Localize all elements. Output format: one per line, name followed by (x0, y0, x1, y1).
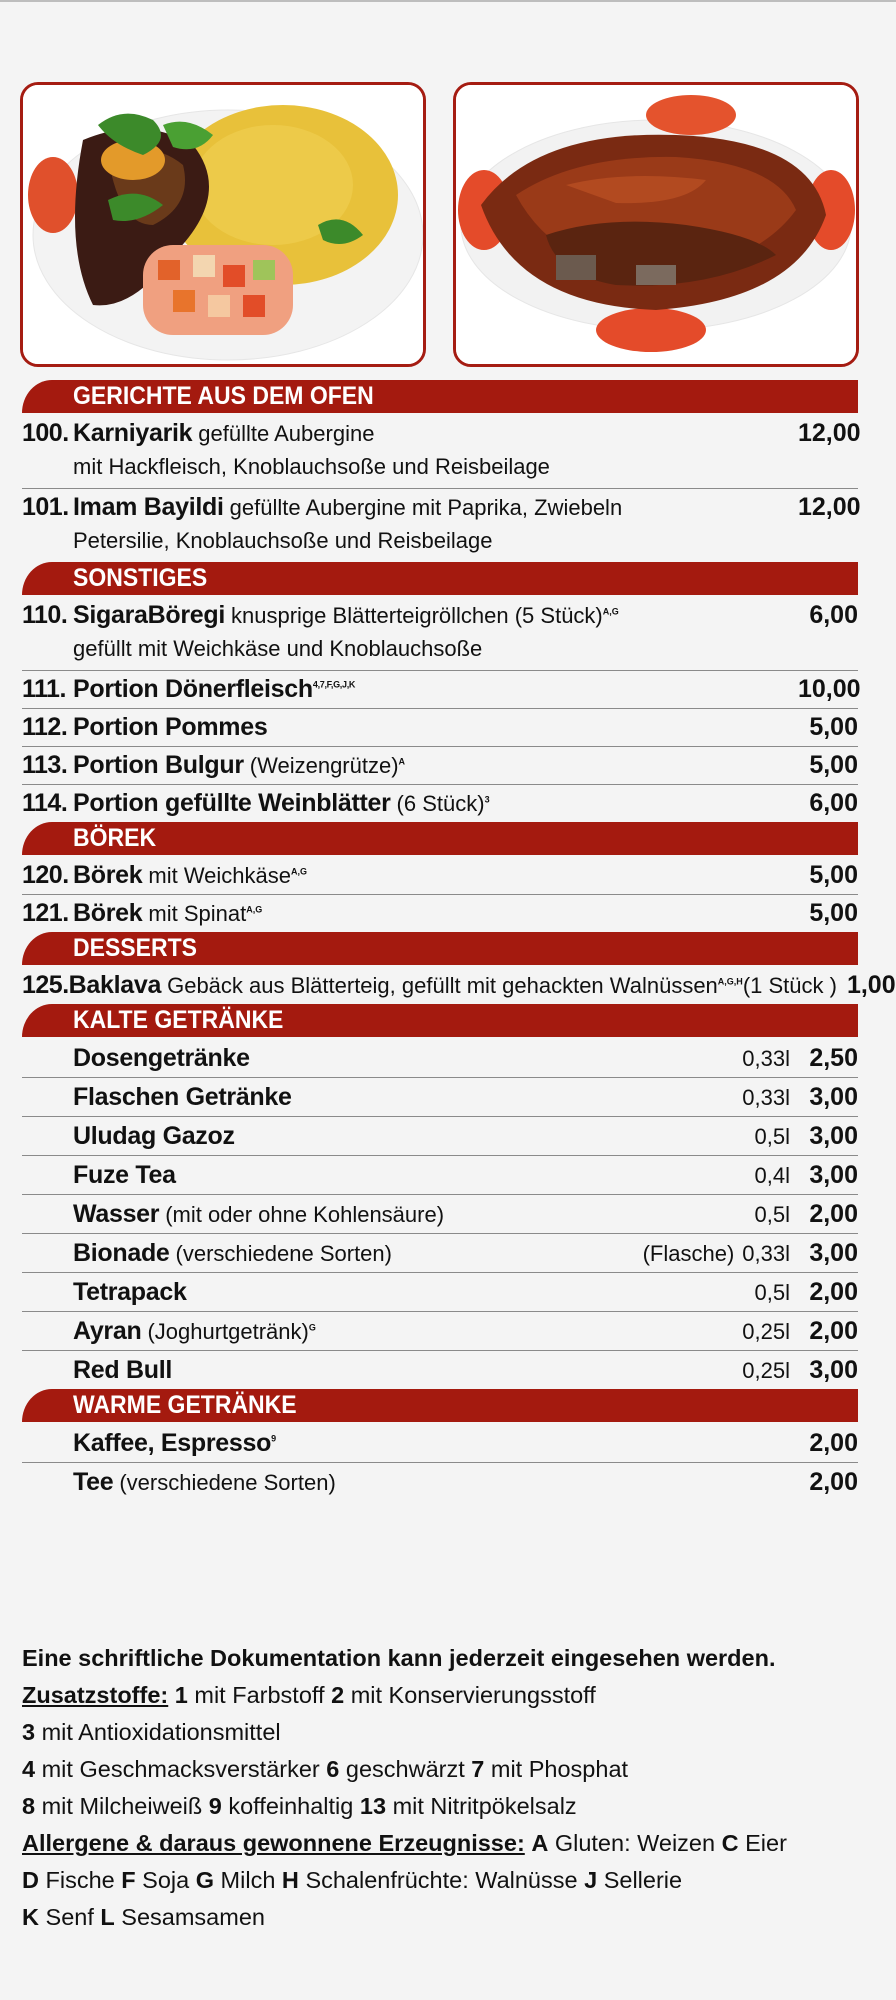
drink-name: Bionade (73, 1239, 170, 1267)
drink-description: (verschiedene Sorten) (119, 1470, 336, 1495)
item-name: Börek (73, 899, 143, 927)
drink-volume: 0,5l (754, 1280, 790, 1305)
item-number: 110. (22, 601, 68, 629)
section-header-warme-getraenke: WARME GETRÄNKE (22, 1389, 858, 1422)
item-name: Portion Dönerfleisch$^{4,7,F,G,J,K}$ (73, 675, 356, 703)
item-price: 1,00 (846, 971, 896, 999)
drink-item (22, 1117, 858, 1156)
drink-price: 2,50 (809, 1044, 858, 1072)
drink-price: 3,00 (809, 1239, 858, 1267)
menu-item-110 (22, 597, 858, 671)
drink-name: Fuze Tea (73, 1161, 176, 1189)
additives-line-4: 8 mit Milcheiweiß 9 koffeinhaltig 13 mit Nitritpökelsalz (22, 1793, 577, 1819)
item-description: mit Weichkäse$^{A,G}$ (148, 863, 308, 888)
allergen-superscript: 3 (484, 794, 490, 805)
allergen-superscript: A,G (602, 606, 619, 617)
drink-volume: 0,25l (742, 1319, 790, 1344)
drink-volume: 0,4l (754, 1163, 790, 1188)
documentation-note: Eine schriftliche Dokumentation kann jederzeit eingesehen werden. (22, 1645, 776, 1671)
menu-item-112 (22, 709, 858, 747)
drink-price: 3,00 (809, 1083, 858, 1111)
item-price: 5,00 (809, 751, 858, 779)
drink-price: 2,00 (809, 1278, 858, 1306)
item-description: (Weizengrütze)$^A$ (249, 753, 406, 778)
photo-row (20, 82, 859, 365)
item-number: 125. (22, 971, 69, 999)
additives-line-2: 3 mit Antioxidationsmittel (22, 1719, 281, 1745)
item-description-line2: Petersilie, Knoblauchsoße und Reisbeilage (73, 528, 493, 553)
karniyarik-plate-photo (20, 82, 426, 367)
drink-name: Red Bull (73, 1356, 172, 1384)
menu-item-114 (22, 785, 858, 822)
drink-volume: 0,33l (742, 1046, 790, 1071)
allergen-superscript: A,G,H (717, 976, 743, 987)
additives-line-1: Zusatzstoffe: 1 mit Farbstoff 2 mit Konservierungsstoff (22, 1682, 596, 1708)
drink-name: Flaschen Getränke (73, 1083, 292, 1111)
item-price: 12,00 (798, 493, 861, 521)
item-description: gefüllte Aubergine (198, 421, 375, 446)
section-header-boerek: BÖREK (22, 822, 858, 855)
menu-item-100 (22, 415, 861, 489)
additives-label: Zusatzstoffe: (22, 1682, 169, 1708)
item-description: knusprige Blätterteigröllchen (5 Stück)$^{A,G}$ (231, 603, 619, 628)
item-price: 5,00 (809, 861, 858, 889)
allergen-superscript: A,G (291, 866, 308, 877)
top-divider (0, 0, 896, 2)
drink-name: Wasser (73, 1200, 160, 1228)
drink-name: Ayran (73, 1317, 142, 1345)
allergen-superscript: A,G (246, 904, 263, 915)
drink-price: 2,00 (809, 1468, 858, 1496)
drink-volume: 0,33l (742, 1241, 790, 1266)
drink-price: 3,00 (809, 1161, 858, 1189)
item-price: 10,00 (798, 675, 861, 703)
item-number: 112. (22, 713, 68, 741)
menu-list (22, 380, 896, 1501)
additive-superscript: 9 (271, 1433, 276, 1444)
item-number: 100. (22, 419, 69, 447)
drink-price: 3,00 (809, 1122, 858, 1150)
menu-item-121 (22, 895, 858, 932)
item-price: 6,00 (809, 789, 858, 817)
allergen-superscript: 4,7,F,G,J,K (312, 679, 356, 690)
section-header-sonstiges: SONSTIGES (22, 562, 858, 595)
item-description: Gebäck aus Blätterteig, gefüllt mit gehackten Walnüssen$^{A,G,H}$ (167, 973, 743, 998)
drink-price: 2,00 (809, 1317, 858, 1345)
menu-item-101 (22, 489, 861, 562)
item-name: Börek (73, 861, 143, 889)
allergens-line-2: D Fische F Soja G Milch H Schalenfrüchte: Walnüsse J Sellerie (22, 1867, 683, 1893)
drink-price: 3,00 (809, 1356, 858, 1384)
drink-name: Dosengetränke (73, 1044, 250, 1072)
section-header-kalte-getraenke: KALTE GETRÄNKE (22, 1004, 858, 1037)
item-description: (6 Stück)$^3$ (396, 791, 490, 816)
drink-item (22, 1234, 858, 1273)
item-description-line2: mit Hackfleisch, Knoblauchsoße und Reisbeilage (73, 454, 550, 479)
drink-description: (verschiedene Sorten) (175, 1241, 392, 1266)
section-header-desserts: DESSERTS (22, 932, 858, 965)
allergens-label: Allergene & daraus gewonnene Erzeugnisse: (22, 1830, 525, 1856)
menu-item-125 (22, 967, 896, 1004)
drink-name: Kaffee, Espresso$^9$ (73, 1429, 276, 1457)
drink-item (22, 1424, 858, 1463)
drink-price: 2,00 (809, 1429, 858, 1457)
item-price: 12,00 (798, 419, 861, 447)
item-description: mit Spinat$^{A,G}$ (148, 901, 263, 926)
drink-price: 2,00 (809, 1200, 858, 1228)
drink-name: Tee (73, 1468, 114, 1496)
iskender-plate-photo (453, 82, 859, 367)
item-number: 111. (22, 675, 66, 703)
item-price: 5,00 (809, 713, 858, 741)
item-description: gefüllte Aubergine mit Paprika, Zwiebeln (229, 495, 623, 520)
allergen-superscript: G (308, 1322, 316, 1333)
allergen-superscript: A (398, 756, 406, 767)
additives-line-3: 4 mit Geschmacksverstärker 6 geschwärzt 7 mit Phosphat (22, 1756, 629, 1782)
allergens-line-1: Allergene & daraus gewonnene Erzeugnisse: A Gluten: Weizen C Eier (22, 1830, 787, 1856)
item-name: Karniyarik (73, 419, 193, 447)
item-name: Portion Pommes (73, 713, 268, 741)
drink-item (22, 1039, 858, 1078)
warm-drinks-list (22, 1424, 858, 1501)
item-number: 114. (22, 789, 68, 817)
item-name: Portion gefüllte Weinblätter (73, 789, 391, 817)
drink-item (22, 1078, 858, 1117)
drink-item (22, 1312, 858, 1351)
drink-container: (Flasche) (642, 1241, 735, 1266)
item-price: 6,00 (809, 601, 858, 629)
drink-volume: 0,5l (754, 1202, 790, 1227)
drink-item (22, 1273, 858, 1312)
item-number: 101. (22, 493, 69, 521)
drink-volume: 0,33l (742, 1085, 790, 1110)
drink-name: Uludag Gazoz (73, 1122, 235, 1150)
drink-item (22, 1463, 858, 1501)
item-number: 121. (22, 899, 69, 927)
drink-item (22, 1156, 858, 1195)
item-description-line2: gefüllt mit Weichkäse und Knoblauchsoße (73, 636, 483, 661)
cold-drinks-list (22, 1039, 858, 1389)
item-name: Baklava (68, 971, 162, 999)
item-number: 113. (22, 751, 68, 779)
drink-item (22, 1351, 858, 1389)
menu-item-120 (22, 857, 858, 895)
item-name: Portion Bulgur (73, 751, 244, 779)
item-portion: (1 Stück ) (742, 973, 837, 998)
item-number: 120. (22, 861, 69, 889)
menu-item-113 (22, 747, 858, 785)
section-header-ofen: GERICHTE AUS DEM OFEN (22, 380, 858, 413)
footnotes (22, 1640, 862, 1936)
item-name: SigaraBöregi (73, 601, 226, 629)
item-name: Imam Bayildi (73, 493, 224, 521)
allergens-line-3: K Senf L Sesamsamen (22, 1904, 265, 1930)
drink-description: (mit oder ohne Kohlensäure) (165, 1202, 445, 1227)
drink-volume: 0,5l (754, 1124, 790, 1149)
drink-item (22, 1195, 858, 1234)
drink-name: Tetrapack (73, 1278, 187, 1306)
drink-volume: 0,25l (742, 1358, 790, 1383)
item-price: 5,00 (809, 899, 858, 927)
drink-description: (Joghurtgetränk)$^G$ (147, 1319, 316, 1344)
menu-item-111 (22, 671, 861, 709)
